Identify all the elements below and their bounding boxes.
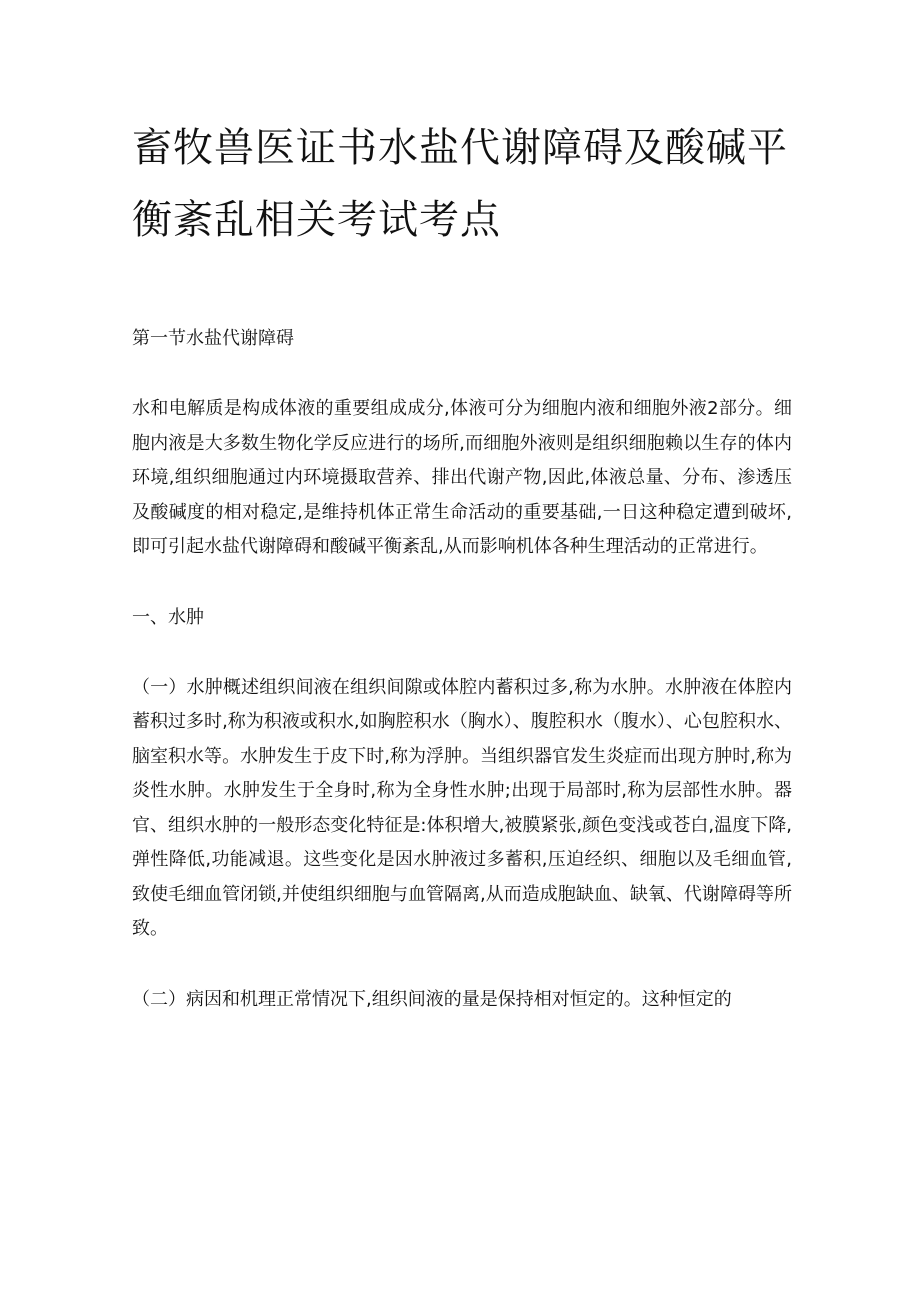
intro-paragraph: 水和电解质是构成体液的重要组成成分,体液可分为细胞内液和细胞外液2部分。细胞内液是大多数生物化学反应进行的场所,而细胞外液则是组织细胞赖以生存的体内环境,组织细胞通过内环境摄取营养、排出代谢产物,因此,体液总量、分布、渗透压及酸碱度的相对稳定,是维持机体正常生命活动的重要基础,一日这种稳定遭到破坏,即可引起水盐代谢障碍和酸碱平衡紊乱,从而影响机体各种生理活动的正常进行。	[132, 398, 792, 557]
cause-mechanism-paragraph: （二）病因和机理正常情况下,组织间液的量是保持相对恒定的。这种恒定的	[132, 988, 732, 1010]
subsection-heading: 一、水肿	[132, 606, 204, 628]
section-heading: 第一节水盐代谢障碍	[132, 328, 294, 349]
document-title: 畜牧兽医证书水盐代谢障碍及酸碱平衡紊乱相关考试考点	[132, 125, 788, 243]
edema-overview-paragraph: （一）水肿概述组织间液在组织间隙或体腔内蓄积过多,称为水肿。水肿液在体腔内蓄积过多时,称为积液或积水,如胸腔积水（胸水）、腹腔积水（腹水）、心包腔积水、脑室积水等。水肿发生于皮下时,称为浮肿。当组织器官发生炎症而出现方肿时,称为炎性水肿。水肿发生于全身时,称为全身性水肿;出现于局部时,称为层部性水肿。器官、组织水肿的一般形态变化特征是:体积增大,被膜紧张,颜色变浅或苍白,温度下降,弹性降低,功能减退。这些变化是因水肿液过多蓄积,压迫经织、细胞以及毛细血管,致使毛细血管闭锁,并使组织细胞与血管隔离,从而造成胞缺血、缺氧、代谢障碍等所致。	[132, 676, 792, 939]
